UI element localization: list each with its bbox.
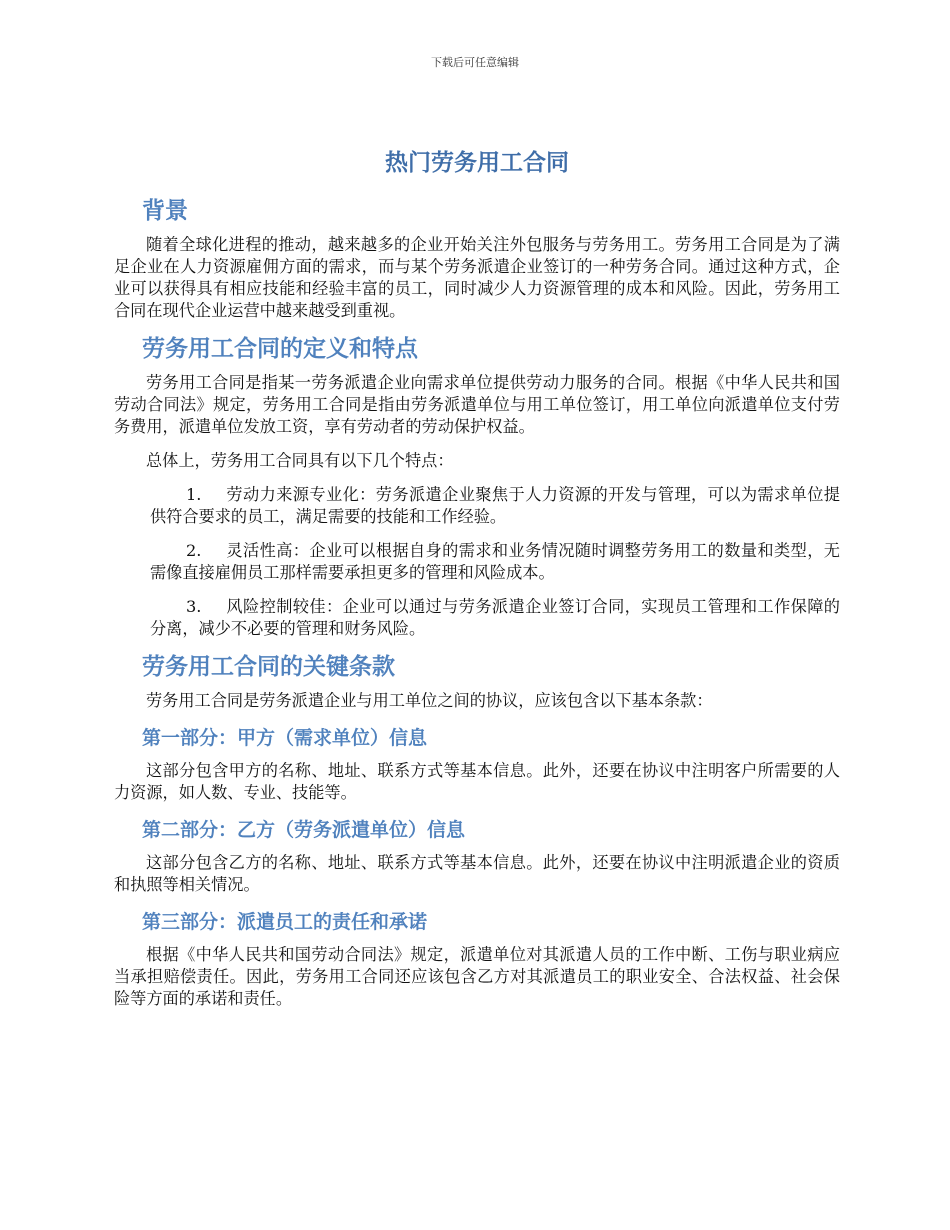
list-text: 劳动力来源专业化：劳务派遣企业聚焦于人力资源的开发与管理，可以为需求单位提供符合要求的员工，满足需要的技能和工作经验。 (150, 485, 840, 526)
part1-paragraph: 这部分包含甲方的名称、地址、联系方式等基本信息。此外，还要在协议中注明客户所需要的人力资源，如人数、专业、技能等。 (114, 761, 840, 802)
list-number: 3. (186, 597, 202, 616)
subsection-heading-part1: 第一部分：甲方（需求单位）信息 (142, 727, 428, 749)
part3-paragraph: 根据《中华人民共和国劳动合同法》规定，派遣单位对其派遣人员的工作中断、工伤与职业病应当承担赔偿责任。因此，劳务用工合同还应该包含乙方对其派遣员工的职业安全、合法权益、社会保险等方面的承诺和责任。 (114, 945, 840, 1008)
document-body (114, 146, 840, 1022)
document-title: 热门劳务用工合同 (385, 150, 569, 176)
subsection-heading-part2: 第二部分：乙方（劳务派遣单位）信息 (142, 819, 466, 841)
feature-item-1 (150, 484, 840, 528)
feature-item-2 (150, 540, 840, 584)
header-note: 下载后可任意编辑 (431, 56, 519, 69)
features-intro: 总体上，劳务用工合同具有以下几个特点： (146, 451, 454, 470)
list-text: 风险控制较佳：企业可以通过与劳务派遣企业签订合同，实现员工管理和工作保障的分离，减少不必要的管理和财务风险。 (150, 597, 840, 638)
part2-paragraph: 这部分包含乙方的名称、地址、联系方式等基本信息。此外，还要在协议中注明派遣企业的资质和执照等相关情况。 (114, 853, 840, 894)
section-heading-background: 背景 (142, 198, 188, 224)
list-number: 2. (186, 541, 202, 560)
background-paragraph: 随着全球化进程的推动，越来越多的企业开始关注外包服务与劳务用工。劳务用工合同是为了满足企业在人力资源雇佣方面的需求，而与某个劳务派遣企业签订的一种劳务合同。通过这种方式，企业可以获得具有相应技能和经验丰富的员工，同时减少人力资源管理的成本和风险。因此，劳务用工合同在现代企业运营中越来越受到重视。 (114, 235, 840, 320)
subsection-heading-part3: 第三部分：派遣员工的责任和承诺 (142, 911, 428, 933)
key-terms-intro: 劳务用工合同是劳务派遣企业与用工单位之间的协议，应该包含以下基本条款： (146, 691, 713, 710)
feature-item-3 (150, 596, 840, 640)
section-heading-key-terms: 劳务用工合同的关键条款 (142, 654, 395, 680)
list-text: 灵活性高：企业可以根据自身的需求和业务情况随时调整劳务用工的数量和类型，无需像直接雇佣员工那样需要承担更多的管理和风险成本。 (150, 541, 840, 582)
list-number: 1. (186, 485, 202, 504)
section-heading-definition: 劳务用工合同的定义和特点 (142, 336, 418, 362)
definition-paragraph: 劳务用工合同是指某一劳务派遣企业向需求单位提供劳动力服务的合同。根据《中华人民共和国劳动合同法》规定，劳务用工合同是指由劳务派遣单位与用工单位签订，用工单位向派遣单位支付劳务费用，派遣单位发放工资，享有劳动者的劳动保护权益。 (114, 373, 840, 436)
